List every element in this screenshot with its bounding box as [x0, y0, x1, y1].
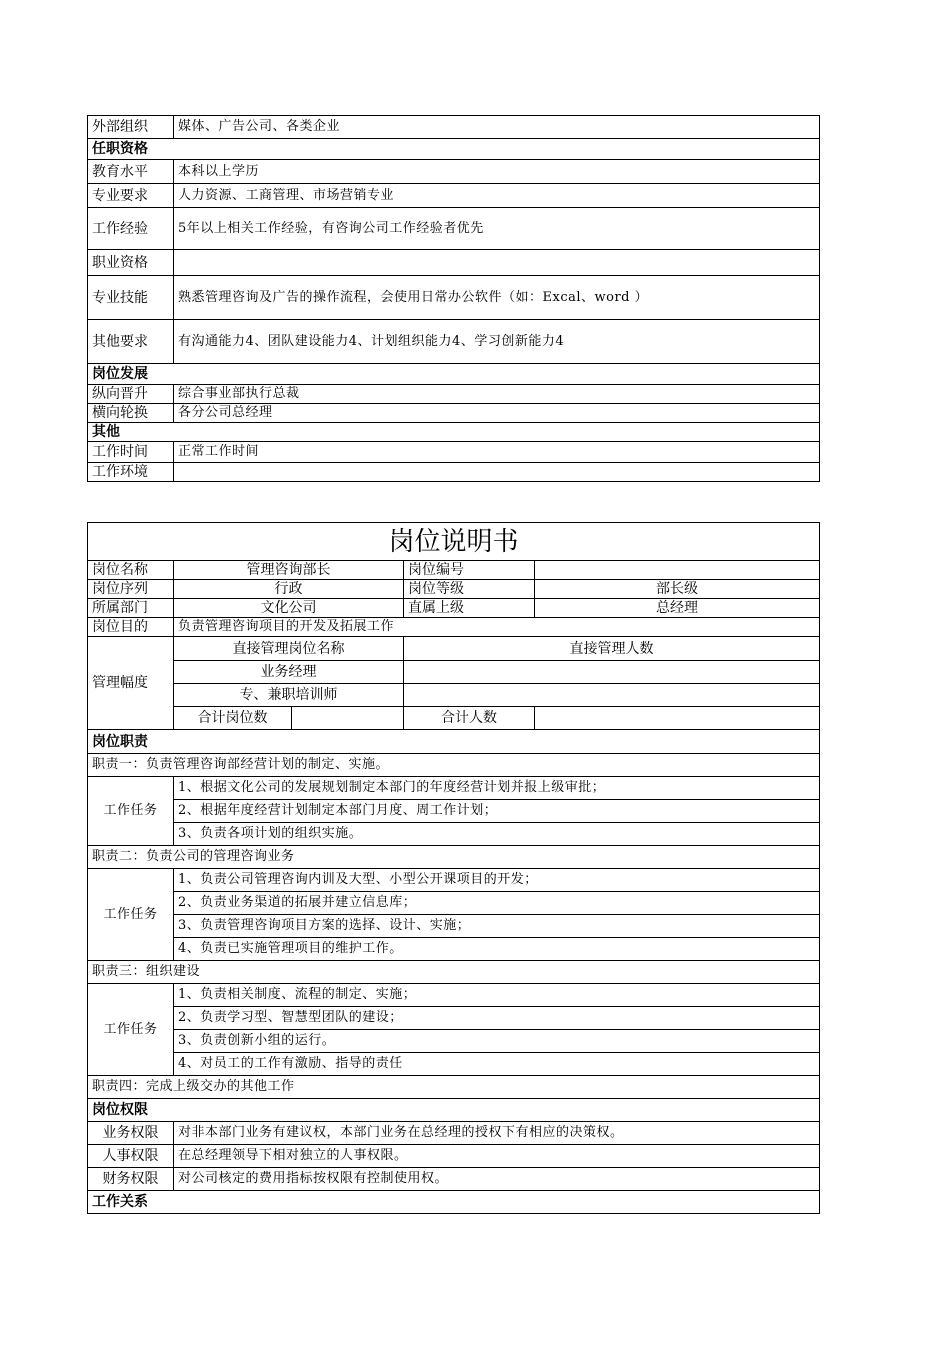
job-description-table	[87, 522, 820, 1214]
superior-value: 总经理	[535, 599, 820, 618]
row-value: 媒体、广告公司、各类企业	[174, 116, 820, 139]
authority-value: 对公司核定的费用指标按权限有控制使用权。	[174, 1168, 820, 1191]
authority-label: 业务权限	[88, 1122, 174, 1145]
section-heading: 岗位权限	[88, 1099, 820, 1122]
duty-title: 职责四：完成上级交办的其他工作	[88, 1076, 820, 1099]
task-item: 3、负责创新小组的运行。	[174, 1030, 820, 1053]
managed-count	[404, 684, 820, 707]
row-value: 正常工作时间	[174, 442, 820, 463]
total-people-label: 合计人数	[404, 707, 535, 730]
row-label: 工作时间	[88, 442, 174, 463]
total-positions-value	[292, 707, 404, 730]
duty-title: 职责三：组织建设	[88, 961, 820, 984]
department-label: 所属部门	[88, 599, 174, 618]
task-label: 工作任务	[88, 984, 174, 1076]
row-label: 工作经验	[88, 208, 174, 250]
row-value: 5年以上相关工作经验，有咨询公司工作经验者优先	[174, 208, 820, 250]
management-scope-label: 管理幅度	[88, 637, 174, 730]
row-label: 教育水平	[88, 160, 174, 184]
section-heading: 工作关系	[88, 1191, 820, 1214]
task-item: 1、负责相关制度、流程的制定、实施；	[174, 984, 820, 1007]
authority-value: 在总经理领导下相对独立的人事权限。	[174, 1145, 820, 1168]
purpose-label: 岗位目的	[88, 618, 174, 637]
section-heading: 任职资格	[88, 139, 820, 160]
managed-positions-header: 直接管理岗位名称	[174, 637, 404, 661]
authority-label: 人事权限	[88, 1145, 174, 1168]
section-heading: 岗位职责	[88, 730, 820, 754]
section-heading: 岗位发展	[88, 364, 820, 385]
position-code-label: 岗位编号	[404, 561, 535, 580]
row-value: 有沟通能力4、团队建设能力4、计划组织能力4、学习创新能力4	[174, 320, 820, 364]
task-item: 2、负责学习型、智慧型团队的建设；	[174, 1007, 820, 1030]
task-label: 工作任务	[88, 777, 174, 846]
document-title: 岗位说明书	[88, 523, 820, 561]
managed-position: 业务经理	[174, 661, 404, 684]
task-item: 4、负责已实施管理项目的维护工作。	[174, 938, 820, 961]
row-value: 综合事业部执行总裁	[174, 385, 820, 404]
position-sequence-label: 岗位序列	[88, 580, 174, 599]
duty-title: 职责一：负责管理咨询部经营计划的制定、实施。	[88, 754, 820, 777]
authority-value: 对非本部门业务有建议权，本部门业务在总经理的授权下有相应的决策权。	[174, 1122, 820, 1145]
task-item: 1、负责公司管理咨询内训及大型、小型公开课项目的开发；	[174, 869, 820, 892]
managed-position: 专、兼职培训师	[174, 684, 404, 707]
row-value: 熟悉管理咨询及广告的操作流程，会使用日常办公软件（如：Excal、word ）	[174, 276, 820, 320]
position-grade-label: 岗位等级	[404, 580, 535, 599]
task-item: 3、负责管理咨询项目方案的选择、设计、实施；	[174, 915, 820, 938]
row-label: 专业技能	[88, 276, 174, 320]
total-people-value	[535, 707, 820, 730]
task-item: 2、根据年度经营计划制定本部门月度、周工作计划；	[174, 800, 820, 823]
task-item: 4、对员工的工作有激励、指导的责任	[174, 1053, 820, 1076]
position-name-value: 管理咨询部长	[174, 561, 404, 580]
task-item: 2、负责业务渠道的拓展并建立信息库；	[174, 892, 820, 915]
row-value: 本科以上学历	[174, 160, 820, 184]
row-label: 横向轮换	[88, 404, 174, 423]
task-item: 1、根据文化公司的发展规划制定本部门的年度经营计划并报上级审批；	[174, 777, 820, 800]
row-label: 纵向晋升	[88, 385, 174, 404]
managed-count-header: 直接管理人数	[404, 637, 820, 661]
position-grade-value: 部长级	[535, 580, 820, 599]
task-label: 工作任务	[88, 869, 174, 961]
duty-title: 职责二：负责公司的管理咨询业务	[88, 846, 820, 869]
row-label: 职业资格	[88, 250, 174, 276]
position-name-label: 岗位名称	[88, 561, 174, 580]
position-code-value	[535, 561, 820, 580]
section-heading: 其他	[88, 423, 820, 442]
total-positions-label: 合计岗位数	[174, 707, 292, 730]
department-value: 文化公司	[174, 599, 404, 618]
task-item: 3、负责各项计划的组织实施。	[174, 823, 820, 846]
authority-label: 财务权限	[88, 1168, 174, 1191]
row-value: 人力资源、工商管理、市场营销专业	[174, 184, 820, 208]
row-value: 各分公司总经理	[174, 404, 820, 423]
row-value	[174, 250, 820, 276]
managed-count	[404, 661, 820, 684]
row-label: 工作环境	[88, 463, 174, 482]
purpose-value: 负责管理咨询项目的开发及拓展工作	[174, 618, 820, 637]
row-label: 其他要求	[88, 320, 174, 364]
qualification-table	[87, 115, 820, 482]
row-value	[174, 463, 820, 482]
position-sequence-value: 行政	[174, 580, 404, 599]
superior-label: 直属上级	[404, 599, 535, 618]
row-label: 专业要求	[88, 184, 174, 208]
row-label: 外部组织	[88, 116, 174, 139]
